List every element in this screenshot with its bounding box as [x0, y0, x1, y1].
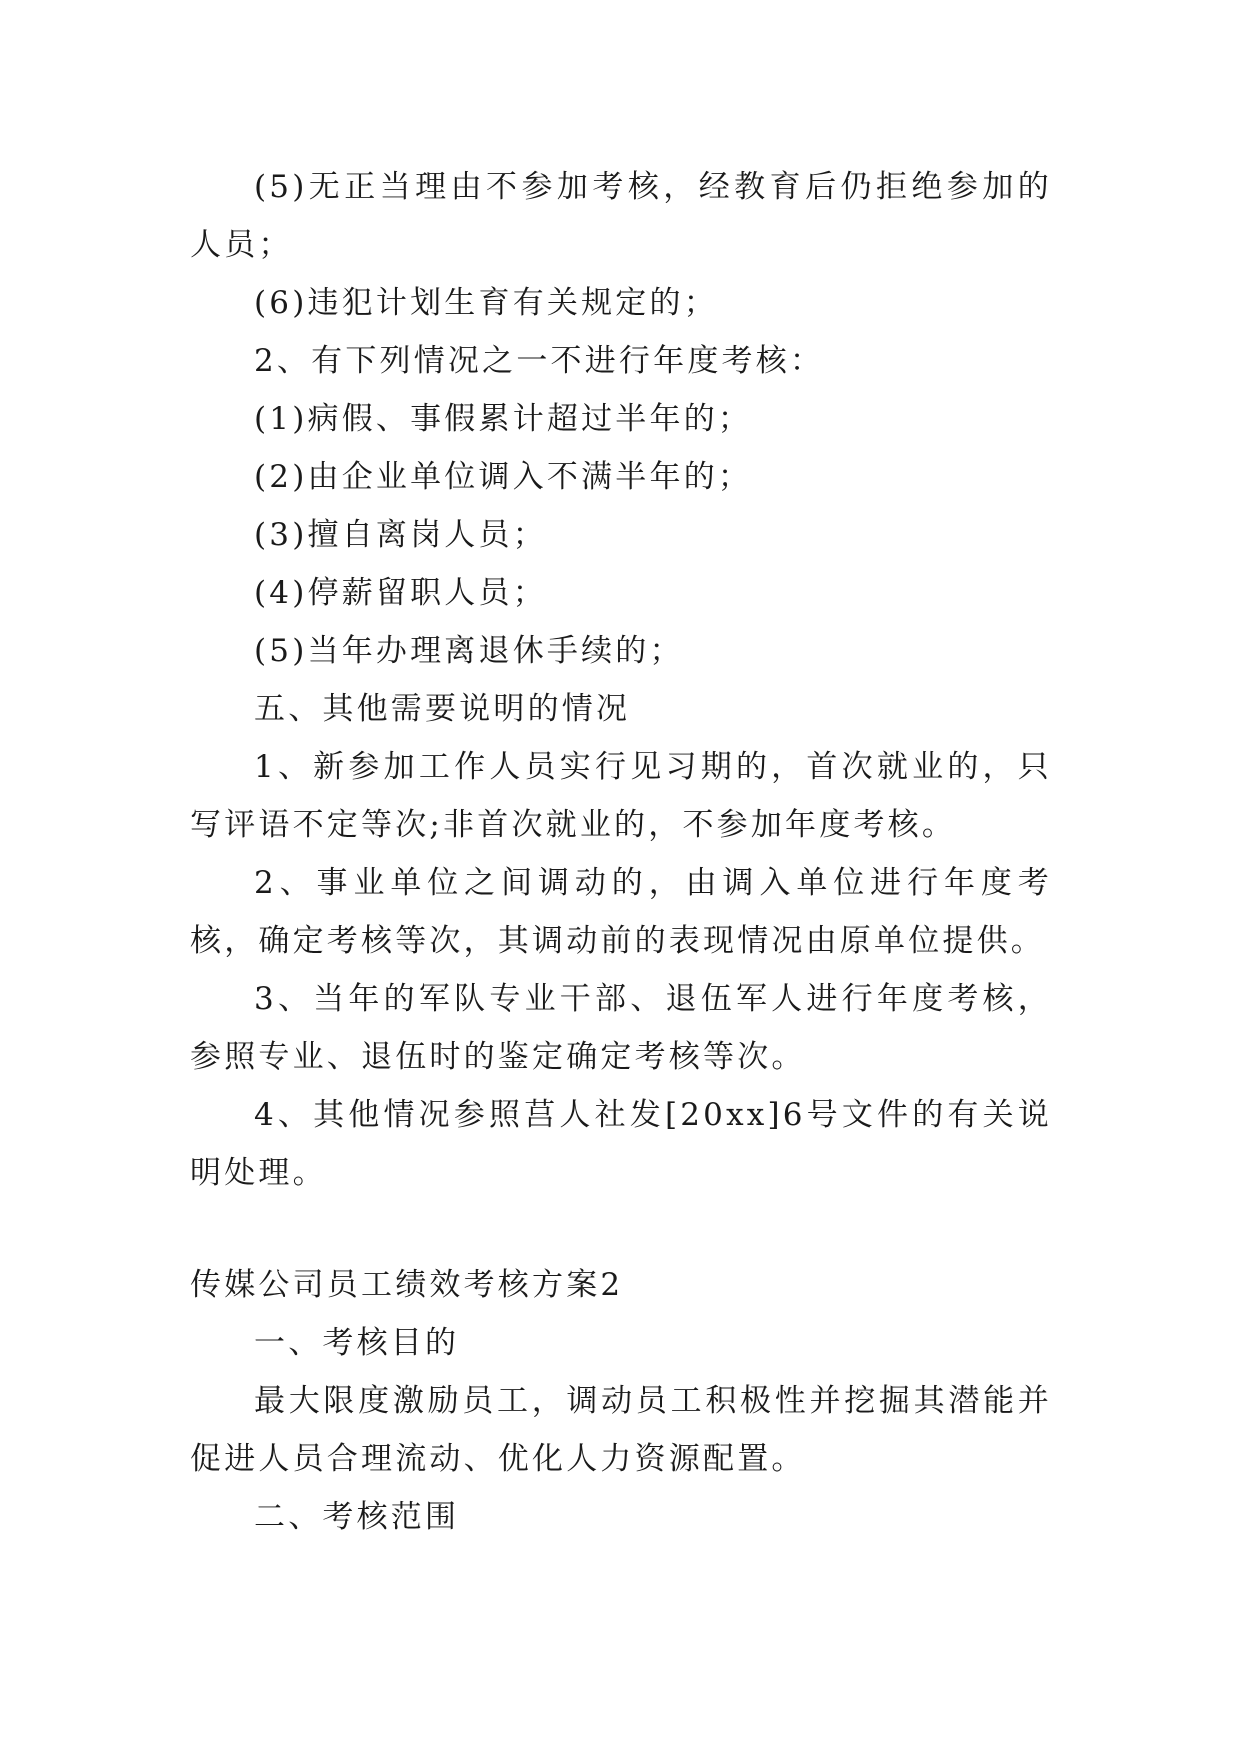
paragraph: (1)病假、事假累计超过半年的； [254, 401, 753, 437]
paragraph: (2)由企业单位调入不满半年的； [254, 459, 753, 495]
section-heading: 五、其他需要说明的情况 [254, 691, 631, 727]
section-heading: 一、考核目的 [254, 1325, 460, 1361]
paragraph: 最大限度激励员工，调动员工积极性并挖掘其潜能并促进人员合理流动、优化人力资源配置。 [190, 1383, 1052, 1477]
paragraph: (6)违犯计划生育有关规定的； [254, 285, 718, 321]
paragraph: 1、新参加工作人员实行见习期的，首次就业的，只写评语不定等次;非首次就业的，不参加年度考核。 [190, 749, 1052, 843]
paragraph: 3、当年的军队专业干部、退伍军人进行年度考核，参照专业、退伍时的鉴定确定考核等次。 [190, 981, 1052, 1075]
paragraph: 2、事业单位之间调动的，由调入单位进行年度考核，确定考核等次，其调动前的表现情况由原单位提供。 [190, 865, 1052, 959]
section-heading: 二、考核范围 [254, 1499, 460, 1535]
paragraph: 2、有下列情况之一不进行年度考核： [254, 343, 825, 379]
paragraph: 4、其他情况参照莒人社发[20xx]6号文件的有关说明处理。 [190, 1097, 1052, 1191]
paragraph: (5)当年办理离退休手续的； [254, 633, 684, 669]
paragraph: (4)停薪留职人员； [254, 575, 547, 611]
paragraph: (3)擅自离岗人员； [254, 517, 547, 553]
document-page [190, 158, 1052, 1546]
document-title: 传媒公司员工绩效考核方案2 [190, 1267, 624, 1303]
paragraph: (5)无正当理由不参加考核，经教育后仍拒绝参加的人员； [190, 169, 1052, 263]
